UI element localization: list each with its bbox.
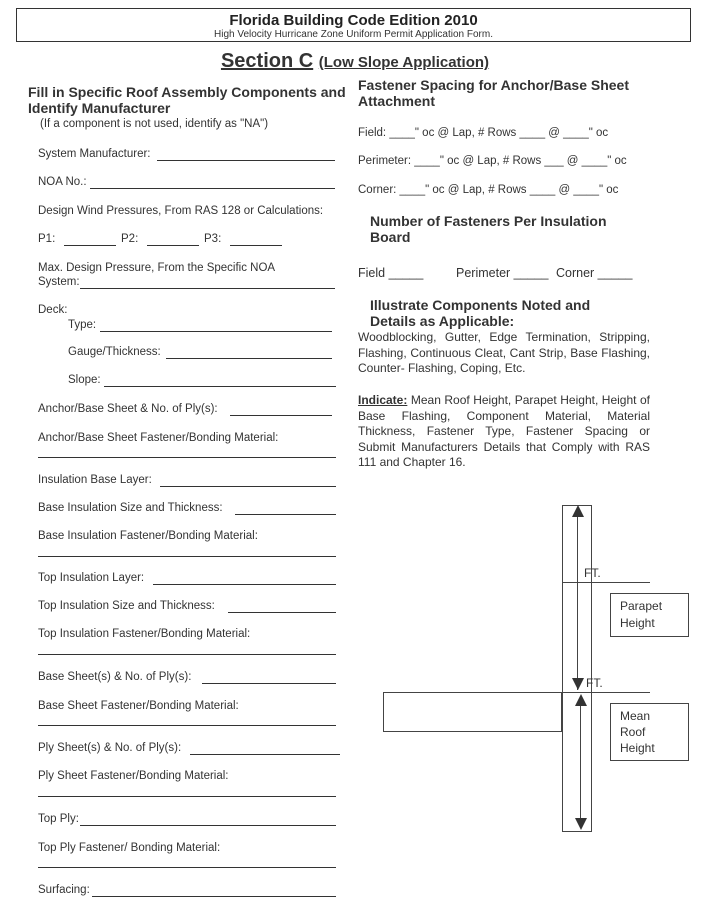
top-ply-fastener-field[interactable] [38,867,336,868]
system-manufacturer-field[interactable] [157,160,335,161]
base-sheet-fastener-label: Base Sheet Fastener/Bonding Material: [38,700,239,712]
form-subtitle: High Velocity Hurricane Zone Uniform Permit Application Form. [214,29,493,40]
indicate-label: Indicate: [358,393,408,407]
indicate-paragraph [358,393,650,471]
mean-height-dimension-line [580,696,581,828]
left-note: (If a component is not used, identify as "NA") [40,118,269,130]
form-title: Florida Building Code Edition 2010 [229,12,478,29]
noa-label: NOA No.: [38,176,87,188]
deck-gauge-field[interactable] [166,358,332,359]
deck-slope-field[interactable] [104,386,336,387]
ft-top-label: FT. [584,566,601,580]
illustrate-text: Woodblocking, Gutter, Edge Termination, Stripping, Flashing, Continuous Cleat, Cant Strip, Base Flashing, Counter- Flashing, Coping, Etc. [358,330,650,375]
top-insulation-label: Top Insulation Layer: [38,572,145,584]
surfacing-label: Surfacing: [38,884,90,896]
p1-label: P1: [38,233,56,245]
top-ply-label: Top Ply: [38,813,79,825]
fasteners-perimeter: Perimeter _____ [456,266,549,280]
fasteners-field: Field _____ [358,266,424,280]
ply-sheet-fastener-field[interactable] [38,796,336,797]
top-insulation-field[interactable] [153,584,336,585]
insulation-base-label: Insulation Base Layer: [38,474,152,486]
max-design-field[interactable] [80,288,335,289]
anchor-sheet-field[interactable] [230,415,332,416]
base-sheets-field[interactable] [202,683,336,684]
anchor-fastener-label: Anchor/Base Sheet Fastener/Bonding Material: [38,432,279,444]
base-insulation-fastener-field[interactable] [38,556,336,557]
deck-gauge-label: Gauge/Thickness: [68,346,161,358]
base-insulation-size-label: Base Insulation Size and Thickness: [38,502,223,514]
p1-field[interactable] [64,245,116,246]
p2-field[interactable] [147,245,199,246]
form-header [16,8,691,42]
arrow-up-icon [570,505,586,519]
bottom-ft-line [562,692,650,693]
design-wind-label: Design Wind Pressures, From RAS 128 or Calculations: [38,205,324,217]
corner-spacing: Corner: ____" oc @ Lap, # Rows ____ @ ____" oc [358,184,619,196]
arrow-down-icon [573,818,589,832]
system-manufacturer-label: System Manufacturer: [38,148,151,160]
base-insulation-fastener-label: Base Insulation Fastener/Bonding Material: [38,530,258,542]
num-fasteners-heading: Number of Fasteners Per Insulation Board [370,213,607,245]
deck-type-field[interactable] [100,331,332,332]
fasteners-corner: Corner _____ [556,266,633,280]
p3-label: P3: [204,233,222,245]
mean-label-1: Mean [620,709,651,723]
anchor-sheet-label: Anchor/Base Sheet & No. of Ply(s): [38,403,218,415]
parapet-dimension-line [577,510,578,690]
ply-sheets-label: Ply Sheet(s) & No. of Ply(s): [38,742,182,754]
surfacing-field[interactable] [92,896,336,897]
deck-slope-label: Slope: [68,374,101,386]
top-insulation-fastener-field[interactable] [38,654,336,655]
roof-deck [383,692,562,732]
max-design-system-label: System: [38,276,80,288]
field-spacing: Field: ____" oc @ Lap, # Rows ____ @ ____" oc [358,127,609,139]
top-insulation-fastener-label: Top Insulation Fastener/Bonding Material: [38,628,251,640]
top-ft-line [562,582,650,583]
ply-sheets-field[interactable] [190,754,340,755]
perimeter-spacing: Perimeter: ____" oc @ Lap, # Rows ___ @ ____" oc [358,155,627,167]
left-heading: Fill in Specific Roof Assembly Components and Identify Manufacturer [28,84,346,116]
top-ply-field[interactable] [80,825,336,826]
fastener-spacing-heading: Fastener Spacing for Anchor/Base Sheet Attachment [358,77,629,109]
base-insulation-size-field[interactable] [235,514,336,515]
arrow-up-icon [573,694,589,708]
arrow-down-icon [570,678,586,692]
section-title [0,50,710,73]
ply-sheet-fastener-label: Ply Sheet Fastener/Bonding Material: [38,770,229,782]
base-sheets-label: Base Sheet(s) & No. of Ply(s): [38,671,192,683]
p2-label: P2: [121,233,139,245]
base-sheet-fastener-field[interactable] [38,725,336,726]
deck-type-label: Type: [68,319,97,331]
insulation-base-field[interactable] [160,486,336,487]
top-insulation-size-field[interactable] [228,612,336,613]
section-name: Section C [220,50,314,72]
illustrate-heading: Illustrate Components Noted and Details as Applicable: [370,297,591,329]
parapet-label-1: Parapet [620,599,663,613]
anchor-fastener-field[interactable] [38,457,336,458]
indicate-text: Mean Roof Height, Parapet Height, Height of Base Flashing, Component Material, Material Thickness, Fastener Type, Fastener Spacing or Submit Manufacturers Details that Comply with RAS 111 and Chapter 16. [358,393,650,469]
mean-label-2: Roof [620,725,646,739]
noa-field[interactable] [90,188,335,189]
parapet-label-2: Height [620,616,655,630]
p3-field[interactable] [230,245,282,246]
top-ply-fastener-label: Top Ply Fastener/ Bonding Material: [38,842,221,854]
section-subtitle: (Low Slope Application) [318,54,490,71]
deck-label: Deck: [38,304,68,316]
ft-bottom-label: FT. [586,676,603,690]
mean-label-3: Height [620,741,655,755]
top-insulation-size-label: Top Insulation Size and Thickness: [38,600,215,612]
max-design-label: Max. Design Pressure, From the Specific NOA [38,262,276,274]
